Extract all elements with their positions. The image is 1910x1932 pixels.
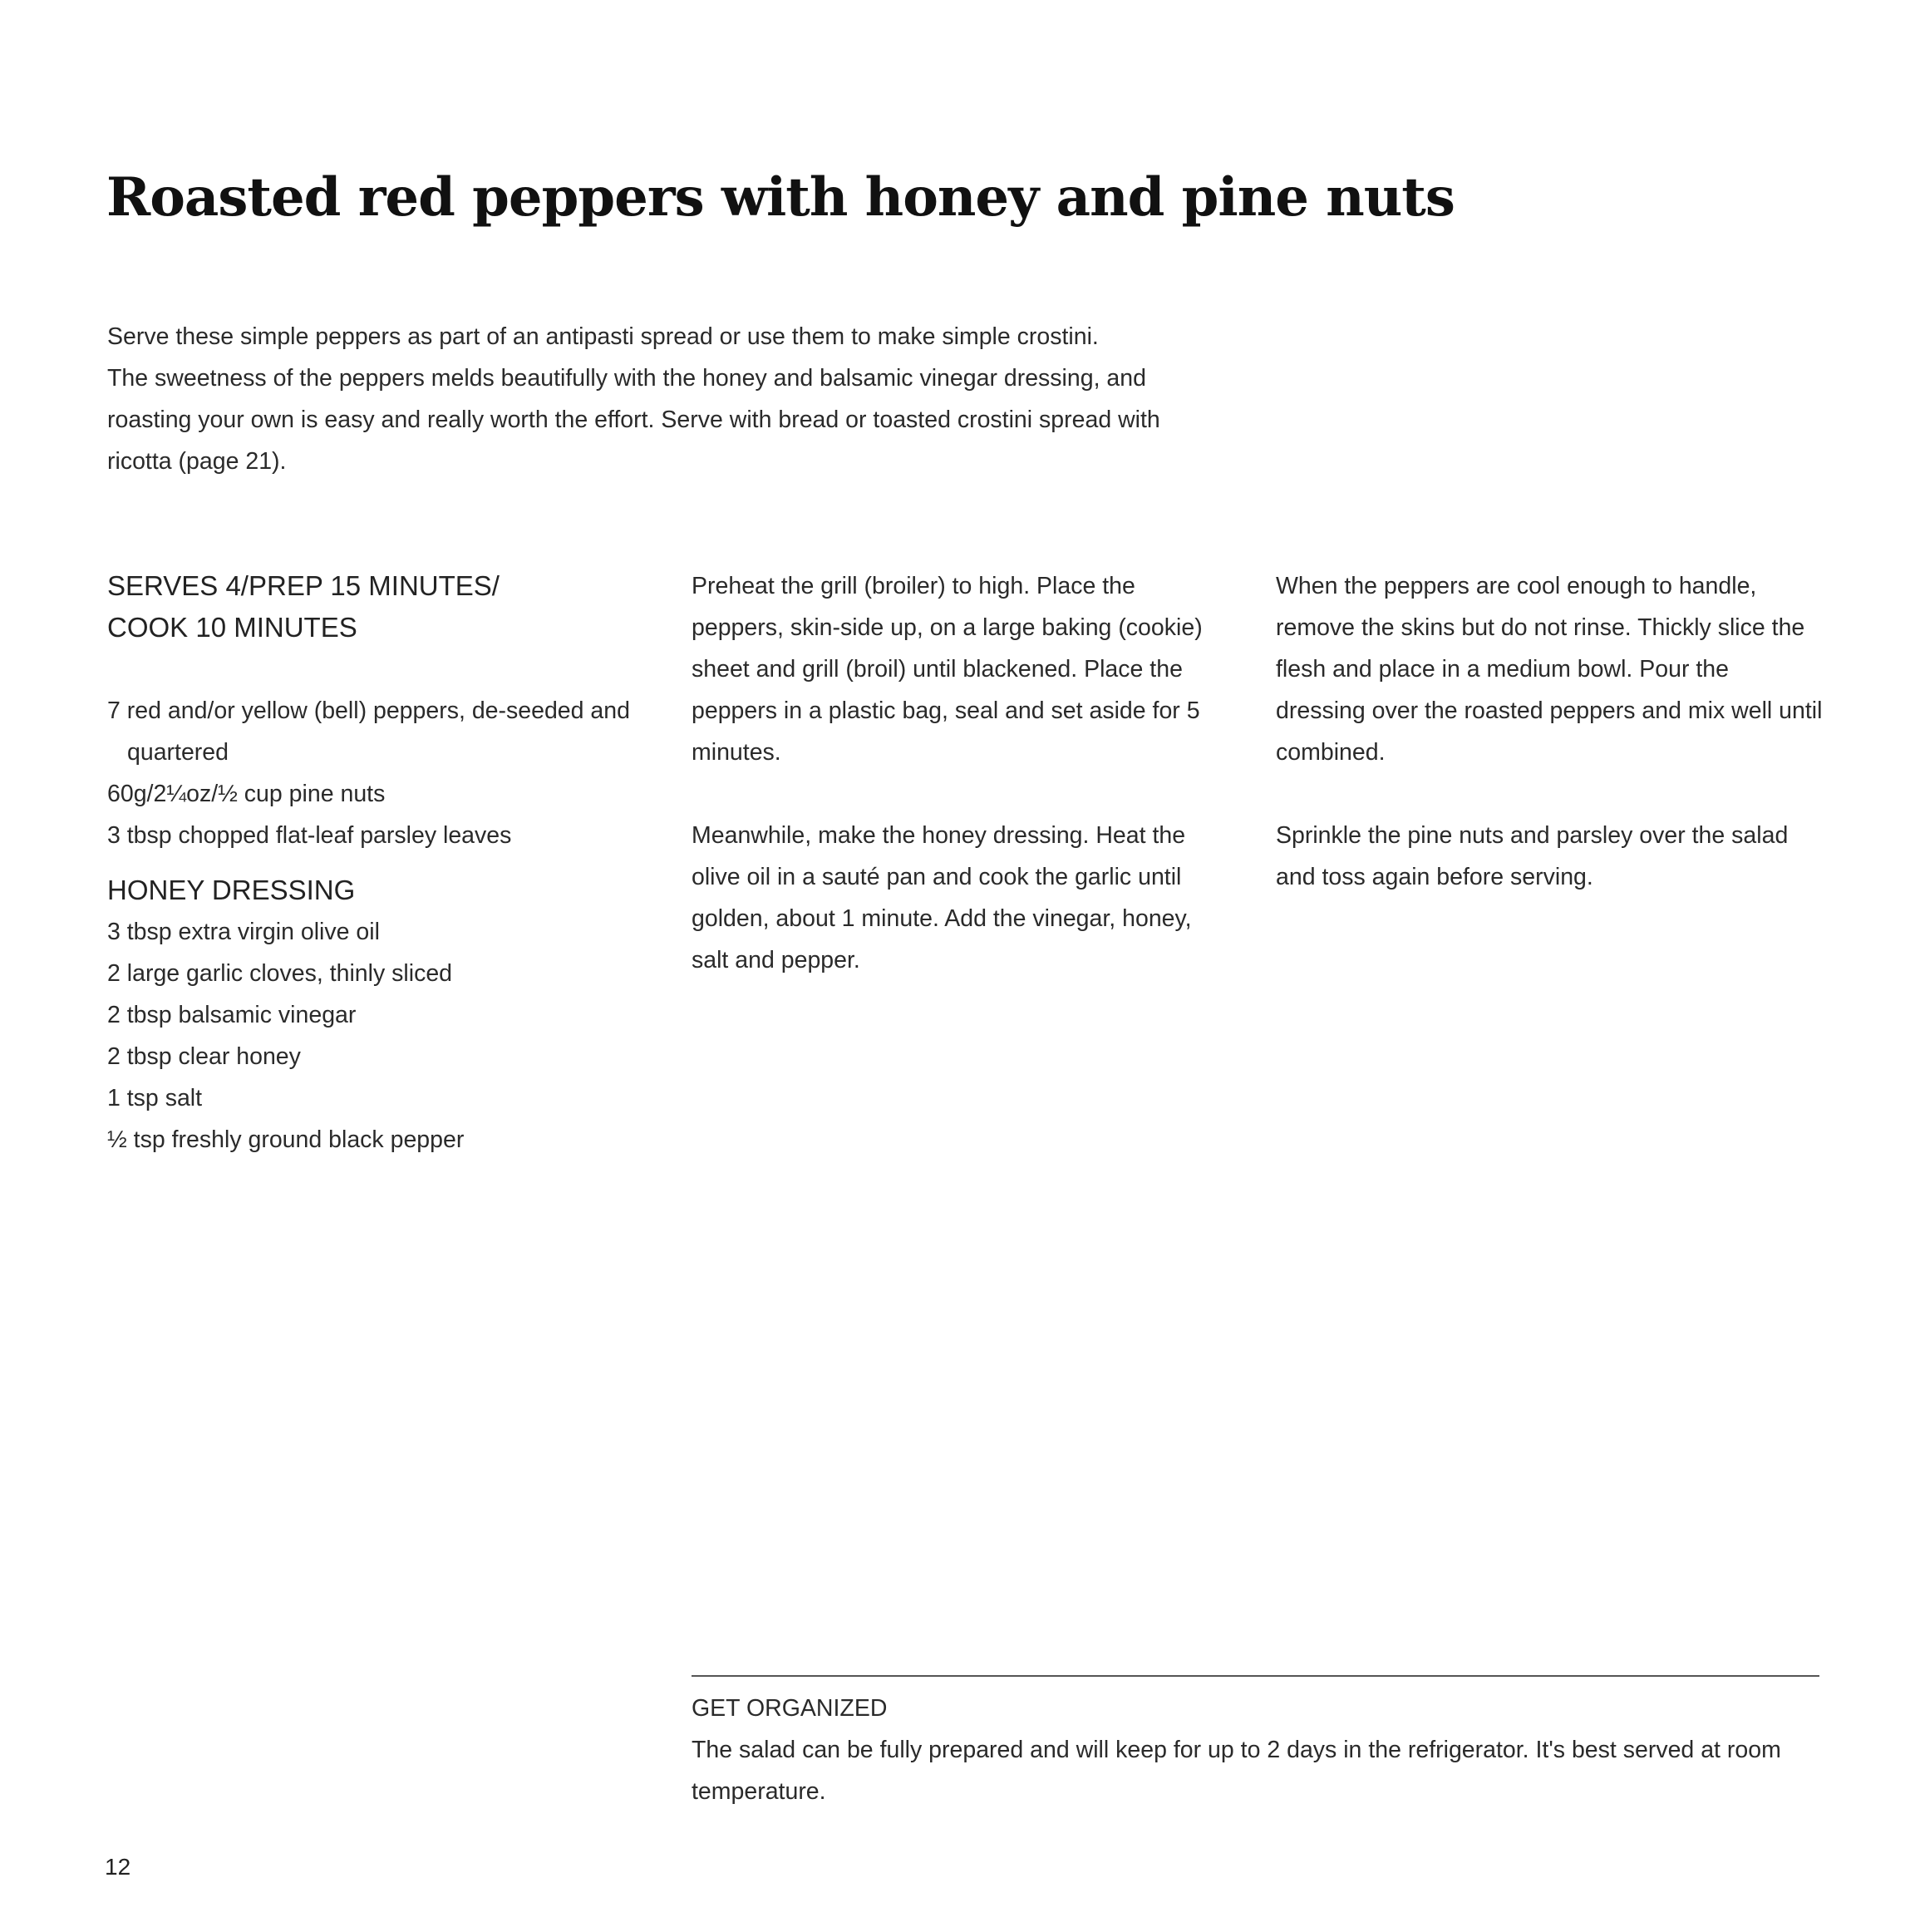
method-step: Meanwhile, make the honey dressing. Heat the olive oil in a sauté pan and cook the garlic until golden, about 1 minute. Add the vinegar, honey, salt and pepper. <box>692 822 1192 973</box>
dressing-ingredient: 2 tbsp clear honey <box>107 1043 301 1070</box>
dressing-ingredient: 3 tbsp extra virgin olive oil <box>107 919 380 945</box>
dressing-ingredient: ½ tsp freshly ground black pepper <box>107 1126 465 1153</box>
dressing-ingredient: 1 tsp salt <box>107 1085 203 1111</box>
ingredients-column <box>107 565 647 1161</box>
method-step: When the peppers are cool enough to handle, remove the skins but do not rinse. Thickly slice the flesh and place in a medium bowl. Pour the dressing over the roasted peppers and mix well until combined. <box>1276 573 1823 766</box>
recipe-title: Roasted red peppers with honey and pine nuts <box>106 166 1455 229</box>
intro-line: roasting your own is easy and really worth the effort. Serve with bread or toasted crostini spread with <box>107 407 1160 433</box>
intro-line: The sweetness of the peppers melds beautifully with the honey and balsamic vinegar dressing, and <box>107 365 1146 392</box>
ingredient: 7 red and/or yellow (bell) peppers, de-seeded and quartered <box>107 697 630 766</box>
method-step: Preheat the grill (broiler) to high. Place the peppers, skin-side up, on a large baking (cookie) sheet and grill (broil) until blackened. Place the peppers in a plastic bag, seal and set aside for 5 minutes. <box>692 573 1203 766</box>
tip-divider <box>692 1675 1819 1677</box>
ingredient: 3 tbsp chopped flat-leaf parsley leaves <box>107 822 512 849</box>
intro-line: Serve these simple peppers as part of an antipasti spread or use them to make simple crostini. <box>107 323 1099 350</box>
serves-info: COOK 10 MINUTES <box>107 612 357 643</box>
method-column-2 <box>1276 565 1824 898</box>
dressing-ingredient: 2 large garlic cloves, thinly sliced <box>107 960 453 987</box>
intro-paragraph <box>107 316 1221 482</box>
tip-text: The salad can be fully prepared and will keep for up to 2 days in the refrigerator. It's best served at room temperature. <box>692 1737 1781 1805</box>
tip-heading: GET ORGANIZED <box>692 1695 888 1722</box>
method-step: Sprinkle the pine nuts and parsley over the salad and toss again before serving. <box>1276 822 1789 890</box>
ingredient: 60g/2¼oz/½ cup pine nuts <box>107 781 386 807</box>
page-number: 12 <box>105 1854 131 1880</box>
serves-info: SERVES 4/PREP 15 MINUTES/ <box>107 570 500 601</box>
method-column-1 <box>692 565 1223 981</box>
intro-line: ricotta (page 21). <box>107 448 287 475</box>
dressing-ingredient: 2 tbsp balsamic vinegar <box>107 1002 357 1028</box>
dressing-heading: HONEY DRESSING <box>107 875 356 905</box>
tip-box <box>692 1688 1819 1812</box>
